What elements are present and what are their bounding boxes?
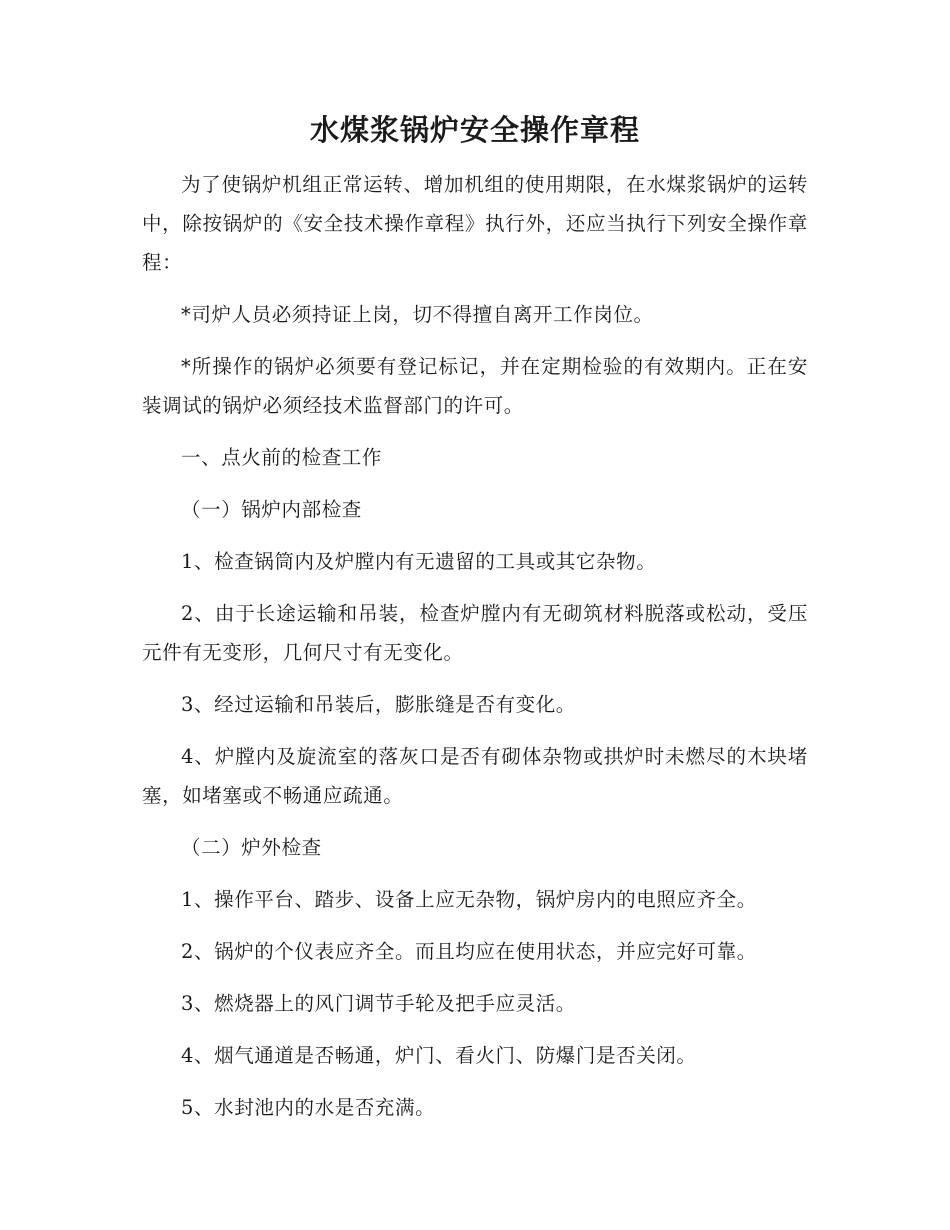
paragraph-rule-registration: *所操作的锅炉必须要有登记标记，并在定期检验的有效期内。正在安装调试的锅炉必须经技术监督部门的许可。 (142, 355, 808, 417)
section-heading-pre-ignition: 一、点火前的检查工作 (181, 446, 383, 469)
list-item-internal-1: 1、检查锅筒内及炉膛内有无遗留的工具或其它杂物。 (181, 550, 657, 573)
subsection-heading-external: （二）炉外检查 (181, 836, 322, 859)
list-item-internal-4: 4、炉膛内及旋流室的落灰口是否有砌体杂物或拱炉时未燃尽的木块堵塞，如堵塞或不畅通应疏通。 (142, 745, 808, 807)
list-item-external-3: 3、燃烧器上的风门调节手轮及把手应灵活。 (181, 992, 576, 1015)
document-title: 水煤浆锅炉安全操作章程 (309, 113, 640, 147)
list-item-internal-3: 3、经过运输和吊装后，膨胀缝是否有变化。 (181, 693, 576, 716)
list-item-external-2: 2、锅炉的个仪表应齐全。而且均应在使用状态，并应完好可靠。 (181, 940, 757, 963)
list-item-internal-2: 2、由于长途运输和吊装，检查炉膛内有无砌筑材料脱落或松动，受压元件有无变形，几何尺寸有无变化。 (142, 602, 808, 664)
list-item-external-4: 4、烟气通道是否畅通，炉门、看火门、防爆门是否关闭。 (181, 1044, 697, 1067)
paragraph-rule-certificate: *司炉人员必须持证上岗，切不得擅自离开工作岗位。 (181, 303, 654, 326)
paragraph-intro: 为了使锅炉机组正常运转、增加机组的使用期限，在水煤浆锅炉的运转中，除按锅炉的《安全技术操作章程》执行外，还应当执行下列安全操作章程： (142, 173, 808, 274)
list-item-external-5: 5、水封池内的水是否充满。 (181, 1096, 436, 1119)
list-item-external-1: 1、操作平台、踏步、设备上应无杂物，锅炉房内的电照应齐全。 (181, 888, 757, 911)
subsection-heading-internal: （一）锅炉内部检查 (181, 498, 362, 521)
document-body (142, 165, 808, 1127)
